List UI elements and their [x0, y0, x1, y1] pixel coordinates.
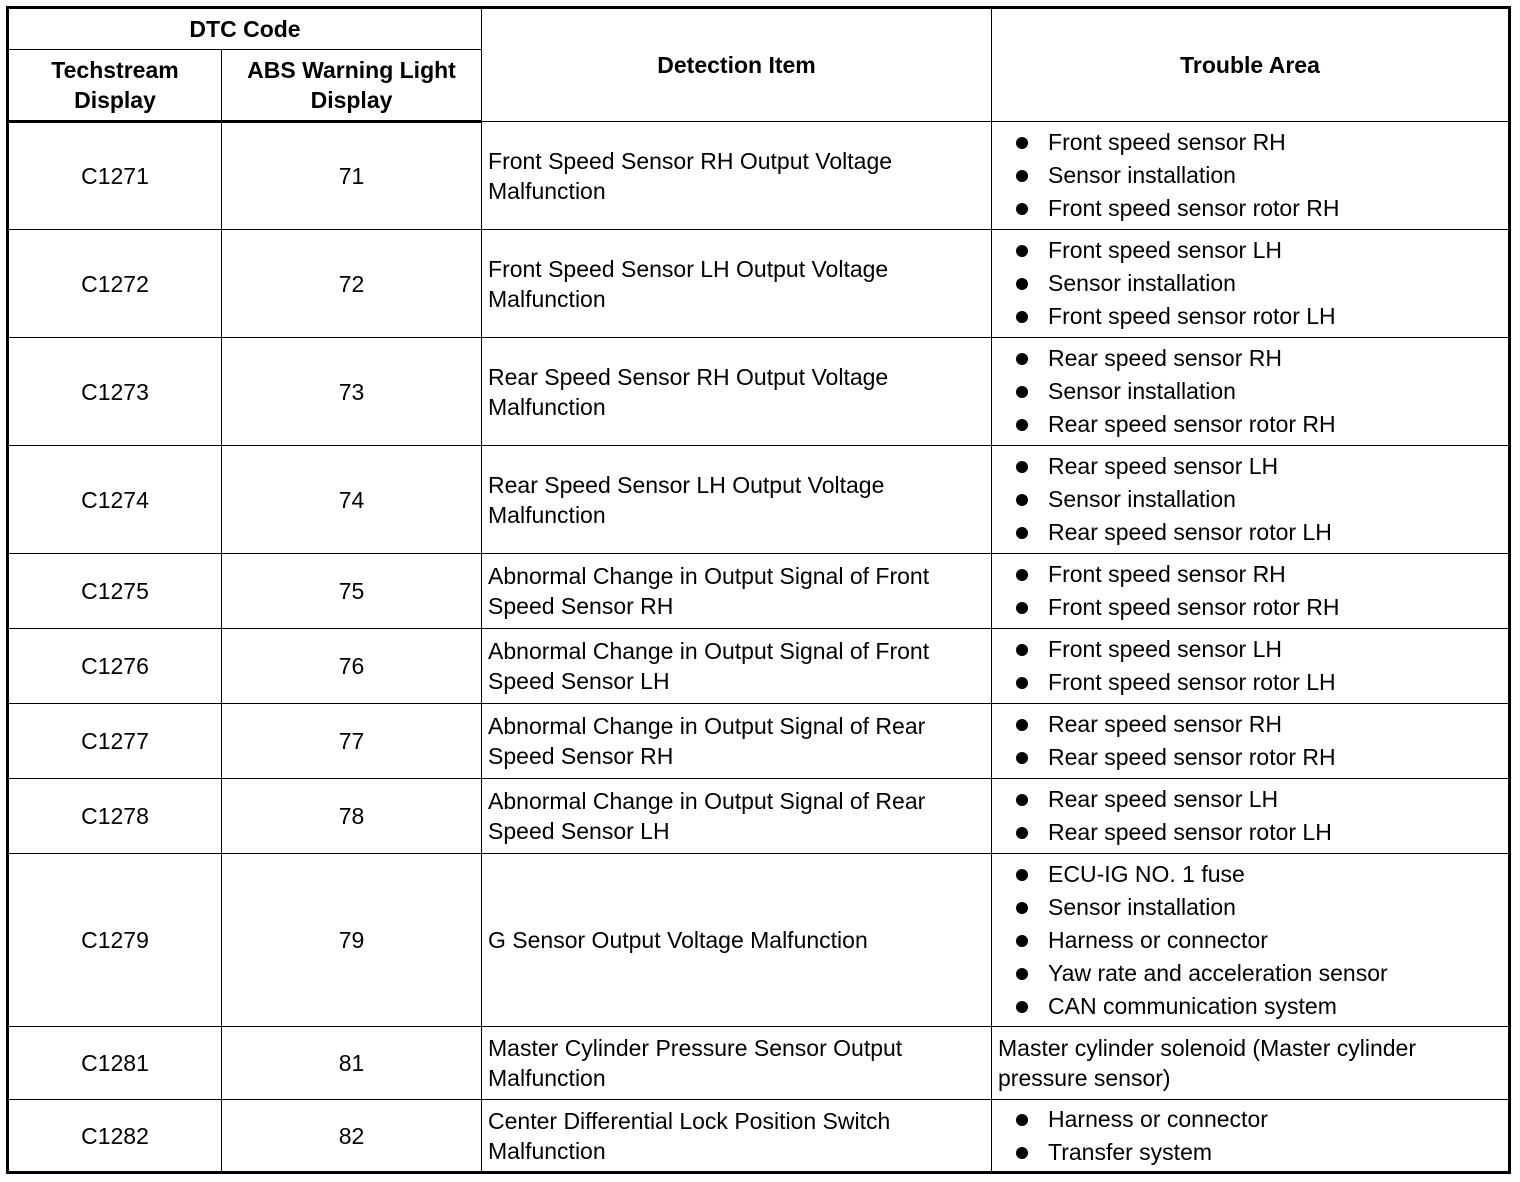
trouble-area-text: Rear speed sensor RH	[1048, 345, 1282, 371]
trouble-area-text: Front speed sensor rotor LH	[1048, 669, 1336, 695]
dtc-code-cell: C1281	[8, 1027, 222, 1100]
trouble-area-header: Trouble Area	[992, 8, 1510, 122]
list-item	[998, 483, 1508, 516]
bullet-icon	[1016, 1147, 1028, 1159]
list-item	[998, 858, 1508, 891]
detection-item-cell: Front Speed Sensor LH Output Voltage Malfunction	[482, 230, 992, 338]
trouble-area-list	[998, 342, 1508, 441]
trouble-area-list	[998, 558, 1508, 624]
bullet-icon	[1016, 752, 1028, 764]
trouble-area-text: Yaw rate and acceleration sensor	[1048, 959, 1388, 986]
abs-light-cell: 76	[222, 629, 482, 704]
table-row	[8, 629, 1510, 704]
trouble-area-text: Master cylinder solenoid (Master cylinder pressure sensor)	[998, 1035, 1417, 1091]
bullet-icon	[1016, 419, 1028, 431]
trouble-area-list	[998, 858, 1508, 1023]
abs-light-cell: 72	[222, 230, 482, 338]
table-row	[8, 230, 1510, 338]
list-item	[998, 708, 1508, 741]
detection-item-cell: Abnormal Change in Output Signal of Rear Speed Sensor LH	[482, 779, 992, 854]
table-row	[8, 338, 1510, 446]
abs-light-cell: 78	[222, 779, 482, 854]
trouble-area-cell	[992, 704, 1510, 779]
list-item	[998, 1136, 1508, 1169]
dtc-code-cell: C1282	[8, 1100, 222, 1173]
detection-item-cell: Rear Speed Sensor RH Output Voltage Malfunction	[482, 338, 992, 446]
bullet-icon	[1016, 968, 1028, 980]
list-item	[998, 783, 1508, 816]
trouble-area-cell	[992, 446, 1510, 554]
abs-light-cell: 71	[222, 122, 482, 230]
dtc-code-cell: C1277	[8, 704, 222, 779]
trouble-area-text: Front speed sensor rotor RH	[1048, 195, 1340, 221]
table-row	[8, 554, 1510, 629]
detection-item-header: Detection Item	[482, 8, 992, 122]
detection-item-cell: Front Speed Sensor RH Output Voltage Malfunction	[482, 122, 992, 230]
list-item	[998, 1103, 1508, 1136]
bullet-icon	[1016, 902, 1028, 914]
list-item	[998, 741, 1508, 774]
list-item	[998, 891, 1508, 924]
list-item	[998, 924, 1508, 957]
bullet-icon	[1016, 386, 1028, 398]
detection-item-cell: Abnormal Change in Output Signal of Front Speed Sensor RH	[482, 554, 992, 629]
dtc-table	[6, 6, 1511, 1174]
abs-light-cell: 82	[222, 1100, 482, 1173]
trouble-area-text: Rear speed sensor rotor RH	[1048, 411, 1336, 437]
bullet-icon	[1016, 203, 1028, 215]
dtc-code-cell: C1276	[8, 629, 222, 704]
trouble-area-cell	[992, 1100, 1510, 1173]
trouble-area-text: CAN communication system	[1048, 992, 1337, 1019]
trouble-area-cell	[992, 122, 1510, 230]
trouble-area-list	[998, 708, 1508, 774]
table-row	[8, 854, 1510, 1027]
table-row	[8, 779, 1510, 854]
trouble-area-text: ECU-IG NO. 1 fuse	[1048, 860, 1245, 887]
trouble-area-text: Sensor installation	[1048, 162, 1236, 188]
trouble-area-text: Front speed sensor RH	[1048, 129, 1286, 155]
list-item	[998, 300, 1508, 333]
trouble-area-text: Front speed sensor rotor LH	[1048, 303, 1336, 329]
dtc-code-cell: C1274	[8, 446, 222, 554]
list-item	[998, 591, 1508, 624]
bullet-icon	[1016, 677, 1028, 689]
trouble-area-text: Harness or connector	[1048, 926, 1268, 953]
detection-item-cell: G Sensor Output Voltage Malfunction	[482, 854, 992, 1027]
trouble-area-text: Front speed sensor rotor RH	[1048, 594, 1340, 620]
list-item	[998, 375, 1508, 408]
bullet-icon	[1016, 935, 1028, 947]
trouble-area-cell	[992, 779, 1510, 854]
dtc-code-cell: C1272	[8, 230, 222, 338]
trouble-area-text: Transfer system	[1048, 1138, 1213, 1165]
dtc-code-cell: C1278	[8, 779, 222, 854]
dtc-code-cell: C1273	[8, 338, 222, 446]
bullet-icon	[1016, 278, 1028, 290]
trouble-area-cell	[992, 554, 1510, 629]
bullet-icon	[1016, 827, 1028, 839]
detection-item-cell: Center Differential Lock Position Switch Malfunction	[482, 1100, 992, 1173]
list-item	[998, 558, 1508, 591]
trouble-area-text: Sensor installation	[1048, 893, 1236, 920]
dtc-code-cell: C1279	[8, 854, 222, 1027]
bullet-icon	[1016, 1114, 1028, 1126]
bullet-icon	[1016, 602, 1028, 614]
trouble-area-text: Rear speed sensor RH	[1048, 711, 1282, 737]
list-item	[998, 192, 1508, 225]
table-row	[8, 122, 1510, 230]
trouble-area-text: Rear speed sensor rotor RH	[1048, 744, 1336, 770]
list-item	[998, 990, 1508, 1023]
list-item	[998, 342, 1508, 375]
abs-light-cell: 79	[222, 854, 482, 1027]
trouble-area-list	[998, 783, 1508, 849]
detection-item-cell: Abnormal Change in Output Signal of Rear Speed Sensor RH	[482, 704, 992, 779]
trouble-area-list	[998, 450, 1508, 549]
bullet-icon	[1016, 170, 1028, 182]
abs-light-cell: 77	[222, 704, 482, 779]
abs-light-cell: 81	[222, 1027, 482, 1100]
trouble-area-text: Rear speed sensor rotor LH	[1048, 819, 1332, 845]
bullet-icon	[1016, 461, 1028, 473]
trouble-area-text: Rear speed sensor LH	[1048, 786, 1279, 812]
table-row	[8, 704, 1510, 779]
dtc-code-header: DTC Code	[8, 8, 482, 50]
trouble-area-list	[998, 1103, 1508, 1169]
list-item	[998, 666, 1508, 699]
trouble-area-text: Harness or connector	[1048, 1105, 1268, 1132]
trouble-area-text: Rear speed sensor LH	[1048, 453, 1279, 479]
bullet-icon	[1016, 569, 1028, 581]
trouble-area-list	[998, 126, 1508, 225]
bullet-icon	[1016, 1001, 1028, 1013]
abs-light-cell: 75	[222, 554, 482, 629]
trouble-area-text: Sensor installation	[1048, 378, 1236, 404]
trouble-area-list	[998, 633, 1508, 699]
trouble-area-cell	[992, 338, 1510, 446]
table-row	[8, 1027, 1510, 1100]
detection-item-cell: Rear Speed Sensor LH Output Voltage Malfunction	[482, 446, 992, 554]
trouble-area-cell	[992, 1027, 1510, 1100]
table-header	[8, 8, 1510, 122]
list-item	[998, 816, 1508, 849]
list-item	[998, 267, 1508, 300]
trouble-area-text: Rear speed sensor rotor LH	[1048, 519, 1332, 545]
bullet-icon	[1016, 353, 1028, 365]
trouble-area-cell	[992, 629, 1510, 704]
bullet-icon	[1016, 494, 1028, 506]
abs-light-cell: 73	[222, 338, 482, 446]
trouble-area-text: Front speed sensor LH	[1048, 237, 1282, 263]
bullet-icon	[1016, 719, 1028, 731]
list-item	[998, 234, 1508, 267]
trouble-area-text: Front speed sensor LH	[1048, 636, 1282, 662]
bullet-icon	[1016, 527, 1028, 539]
bullet-icon	[1016, 794, 1028, 806]
bullet-icon	[1016, 245, 1028, 257]
dtc-code-cell: C1275	[8, 554, 222, 629]
trouble-area-text: Front speed sensor RH	[1048, 561, 1286, 587]
detection-item-cell: Master Cylinder Pressure Sensor Output Malfunction	[482, 1027, 992, 1100]
table-body	[8, 122, 1510, 1173]
bullet-icon	[1016, 869, 1028, 881]
list-item	[998, 633, 1508, 666]
list-item	[998, 159, 1508, 192]
trouble-area-text: Sensor installation	[1048, 486, 1236, 512]
detection-item-cell: Abnormal Change in Output Signal of Front Speed Sensor LH	[482, 629, 992, 704]
trouble-area-text: Sensor installation	[1048, 270, 1236, 296]
dtc-code-cell: C1271	[8, 122, 222, 230]
list-item	[998, 126, 1508, 159]
table-row	[8, 1100, 1510, 1173]
trouble-area-list	[998, 234, 1508, 333]
trouble-area-cell	[992, 854, 1510, 1027]
list-item	[998, 516, 1508, 549]
list-item	[998, 957, 1508, 990]
trouble-area-cell	[992, 230, 1510, 338]
abs-light-display-header: ABS Warning Light Display	[222, 50, 482, 122]
table-row	[8, 446, 1510, 554]
abs-light-cell: 74	[222, 446, 482, 554]
list-item	[998, 408, 1508, 441]
list-item	[998, 450, 1508, 483]
techstream-display-header: Techstream Display	[8, 50, 222, 122]
bullet-icon	[1016, 137, 1028, 149]
bullet-icon	[1016, 644, 1028, 656]
bullet-icon	[1016, 311, 1028, 323]
